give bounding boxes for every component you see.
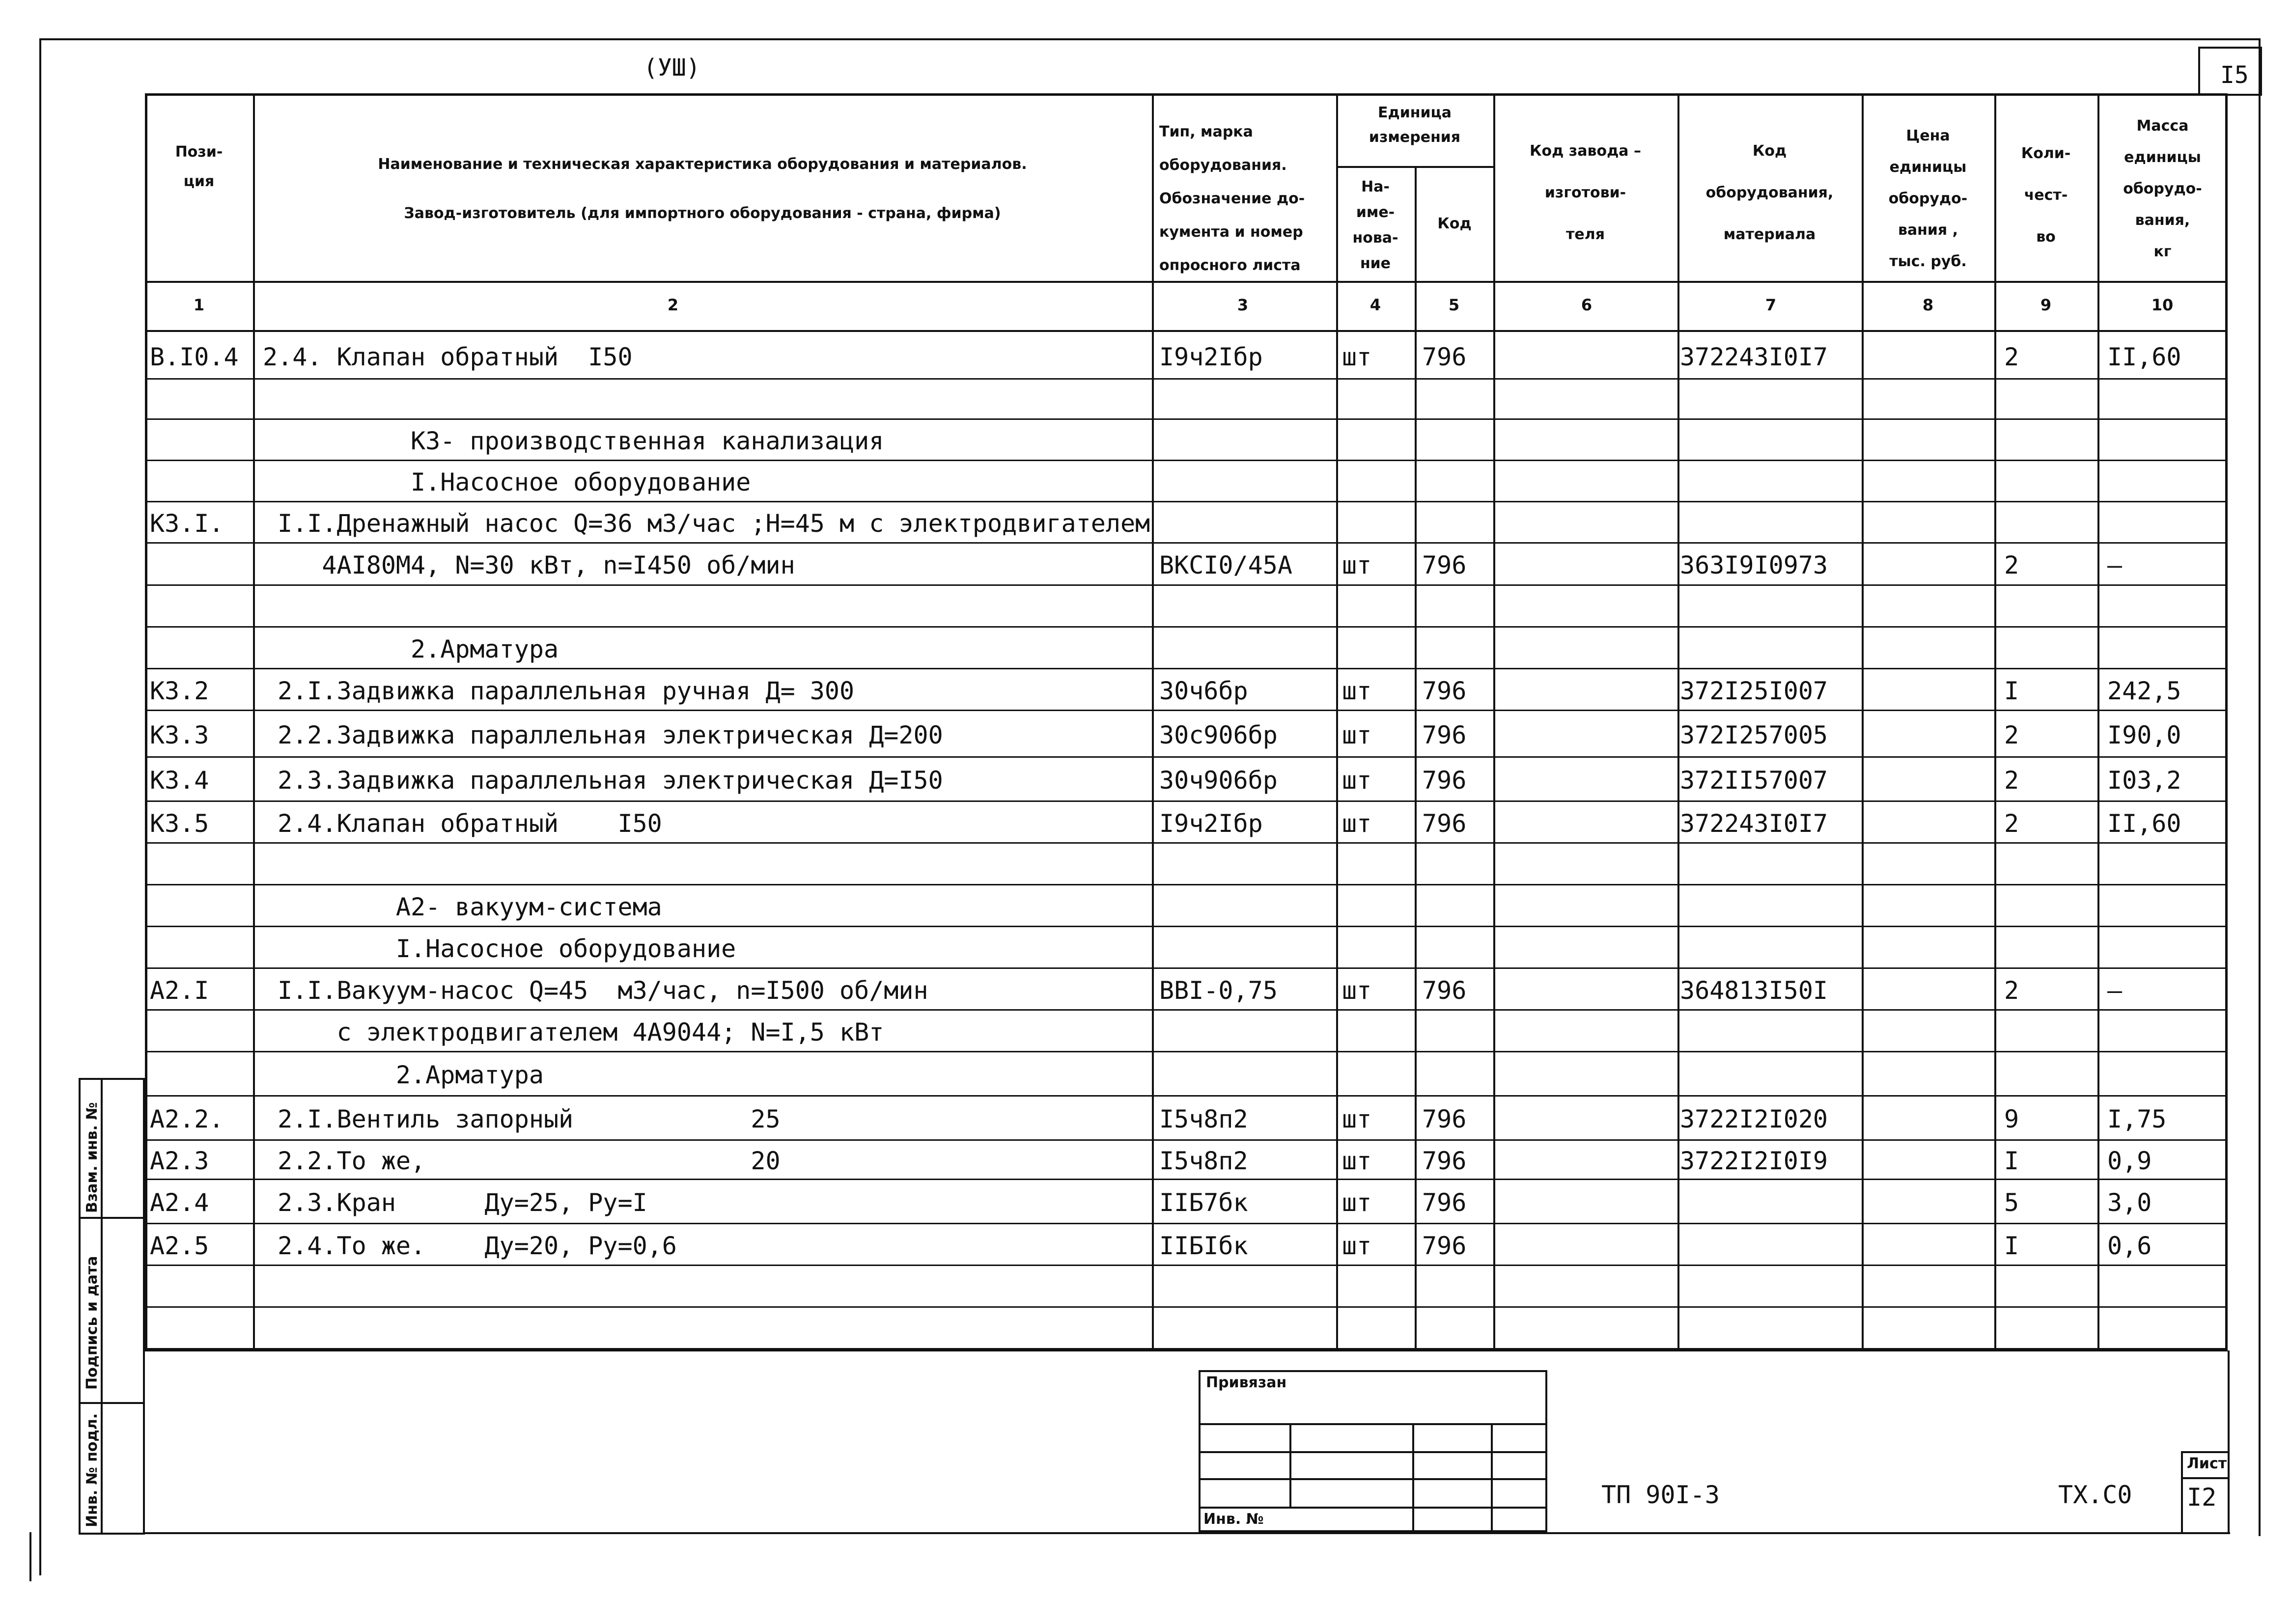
cell-mass: 0,9 [2107, 1147, 2152, 1175]
cell-name: I.I.Вакуум-насос Q=45 м3/час, n=I500 об/мин [263, 976, 928, 1005]
cell-type: I5ч8п2 [1159, 1147, 1248, 1175]
side-stamp-line-2 [79, 1402, 145, 1404]
list-number: I2 [2187, 1483, 2217, 1512]
cell-unit: шт [1342, 551, 1372, 579]
list-label: Лист [2187, 1455, 2227, 1472]
cell-type: 30ч6бр [1159, 676, 1248, 705]
privyazan-vline-1 [1289, 1423, 1291, 1507]
cell-qty: 2 [2004, 343, 2019, 371]
cell-unit: шт [1342, 1188, 1372, 1217]
title-block-top [145, 1349, 2228, 1351]
cell-name: 2.2.То же, 20 [263, 1147, 781, 1175]
title-block-bottom [145, 1532, 2230, 1534]
left-margin-line [29, 1532, 31, 1581]
row-separator [145, 626, 2228, 628]
row-separator [145, 756, 2228, 758]
cell-pos: А2.3 [150, 1147, 209, 1175]
header-material-code: Код оборудования, материала [1705, 142, 1834, 243]
cell-type: IIБIбк [1159, 1231, 1248, 1260]
cell-type: I5ч8п2 [1159, 1105, 1248, 1133]
row-separator [145, 1139, 2228, 1141]
column-number-10: 10 [2151, 296, 2174, 314]
cell-name: А2- вакуум-система [263, 892, 662, 921]
corner-number-box [2198, 47, 2262, 96]
cell-mat: 363I9I0973 [1680, 551, 1828, 579]
cell-qty: 2 [2004, 720, 2019, 749]
cell-mat: 3722I2I020 [1680, 1105, 1828, 1133]
cell-code: 796 [1422, 1147, 1467, 1175]
cell-qty: I [2004, 1147, 2019, 1175]
row-separator [145, 1179, 2228, 1180]
privyazan-line-2 [1199, 1451, 1547, 1453]
side-label-vzam: Взам. инв. № [84, 1102, 101, 1213]
cell-qty: 9 [2004, 1105, 2019, 1133]
cell-mass: 0,6 [2107, 1231, 2152, 1260]
cell-code: 796 [1422, 1231, 1467, 1260]
cell-mat: 372II57007 [1680, 766, 1828, 795]
row-separator [145, 842, 2228, 844]
cell-qty: 2 [2004, 551, 2019, 579]
column-number-5: 5 [1448, 296, 1460, 314]
cell-pos: А2.2. [150, 1105, 224, 1133]
cell-name: 2.I.Вентиль запорный 25 [263, 1105, 781, 1133]
row-separator [145, 418, 2228, 420]
cell-pos: А2.5 [150, 1231, 209, 1260]
cell-qty: 2 [2004, 809, 2019, 838]
cell-name: с электродвигателем 4A9044; N=I,5 кВт [263, 1018, 884, 1046]
cell-code: 796 [1422, 1188, 1467, 1217]
row-separator [145, 1265, 2228, 1266]
row-separator [145, 926, 2228, 927]
header-quantity: Коли- чест- во [2021, 145, 2071, 246]
column-number-3: 3 [1237, 296, 1249, 314]
cell-code: 796 [1422, 809, 1467, 838]
cell-type: 30ч906бр [1159, 766, 1278, 795]
privyazan-label: Привязан [1206, 1374, 1287, 1391]
cell-qty: 2 [2004, 766, 2019, 795]
cell-pos: К3.I. [150, 509, 224, 538]
cell-unit: шт [1342, 343, 1372, 371]
column-number-8: 8 [1922, 296, 1934, 314]
row-separator [145, 501, 2228, 502]
sheet-corner-number: I5 [2220, 61, 2249, 89]
row-separator [145, 1306, 2228, 1308]
row-separator [145, 884, 2228, 885]
cell-unit: шт [1342, 976, 1372, 1005]
header-position: Пози- ция [175, 143, 223, 190]
cell-code: 796 [1422, 343, 1467, 371]
row-separator [145, 460, 2228, 461]
cell-type: ВКСI0/45А [1159, 551, 1292, 579]
cell-name: 2.Арматура [263, 1061, 544, 1089]
cell-qty: I [2004, 1231, 2019, 1260]
row-separator [145, 1223, 2228, 1224]
privyazan-line-1 [1199, 1423, 1547, 1425]
cell-type: 30с906бр [1159, 720, 1278, 749]
column-number-7: 7 [1765, 296, 1777, 314]
cell-mass: – [2107, 551, 2123, 579]
cell-code: 796 [1422, 720, 1467, 749]
column-number-9: 9 [2040, 296, 2052, 314]
list-box-left [2181, 1451, 2183, 1532]
cell-name: 2.Арматура [263, 634, 559, 663]
title-block-right [2228, 1350, 2230, 1533]
cell-code: 796 [1422, 766, 1467, 795]
header-unit: Единица измерения [1369, 104, 1461, 146]
cell-type: I9ч2Iбр [1159, 343, 1263, 371]
cell-mat: 372I25I007 [1680, 676, 1828, 705]
row-separator [145, 584, 2228, 586]
column-number-1: 1 [193, 296, 205, 314]
cell-unit: шт [1342, 1231, 1372, 1260]
cell-name: 2.3.Задвижка параллельная электрическая Д=I50 [263, 766, 943, 795]
row-separator [145, 542, 2228, 544]
list-box-mid [2181, 1477, 2228, 1479]
cell-code: 796 [1422, 551, 1467, 579]
row-separator [145, 668, 2228, 669]
cell-code: 796 [1422, 1105, 1467, 1133]
inv-no-label: Инв. № [1203, 1511, 1264, 1528]
cell-name: 4AI80M4, N=30 кВт, n=I450 об/мин [263, 551, 795, 579]
cell-pos: К3.5 [150, 809, 209, 838]
privyazan-vline-3 [1491, 1423, 1493, 1532]
cell-unit: шт [1342, 809, 1372, 838]
document-mark: ТХ.С0 [2058, 1481, 2132, 1509]
cell-mass: 242,5 [2107, 676, 2181, 705]
unit-subheader-line [1336, 166, 1493, 168]
left-outer-border [39, 38, 41, 1575]
col-line-4 [1415, 167, 1417, 1350]
header-price: Цена единицы оборудо- вания , тыс. руб. [1888, 127, 1968, 270]
row-separator [145, 1051, 2228, 1052]
cell-mat: 364813I50I [1680, 976, 1828, 1005]
cell-name: I.Насосное оборудование [263, 934, 736, 963]
cell-code: 796 [1422, 676, 1467, 705]
cell-type: IIБ7бк [1159, 1188, 1248, 1217]
cell-pos: К3.4 [150, 766, 209, 795]
cell-pos: А2.4 [150, 1188, 209, 1217]
row-separator [145, 378, 2228, 380]
cell-name: 2.3.Кран Ду=25, Ру=I [263, 1188, 647, 1217]
cell-mat: 372I257005 [1680, 720, 1828, 749]
row-separator [145, 967, 2228, 969]
cell-unit: шт [1342, 766, 1372, 795]
cell-qty: I [2004, 676, 2019, 705]
cell-pos: В.I0.4 [150, 343, 239, 371]
cell-name: 2.4.То же. Ду=20, Ру=0,6 [263, 1231, 677, 1260]
cell-code: 796 [1422, 976, 1467, 1005]
cell-pos: А2.I [150, 976, 209, 1005]
cell-mat: 372243I0I7 [1680, 809, 1828, 838]
cell-unit: шт [1342, 676, 1372, 705]
row-separator [145, 800, 2228, 802]
cell-name: I.Насосное оборудование [263, 468, 751, 496]
cell-name: I.I.Дренажный насос Q=36 м3/час ;H=45 м с электродвигателем [263, 509, 1150, 538]
header-unit-code: Код [1437, 215, 1472, 232]
cell-unit: шт [1342, 720, 1372, 749]
list-box-top [2181, 1451, 2228, 1453]
privyazan-line-4 [1199, 1507, 1547, 1509]
cell-type: I9ч2Iбр [1159, 809, 1263, 838]
right-outer-border [2259, 38, 2261, 1536]
cell-mat: 372243I0I7 [1680, 343, 1828, 371]
column-number-6: 6 [1581, 296, 1593, 314]
cell-name: 2.2.Задвижка параллельная электрическая Д=200 [263, 720, 943, 749]
cell-mass: 3,0 [2107, 1188, 2152, 1217]
cell-mass: II,60 [2107, 343, 2181, 371]
cell-mass: I90,0 [2107, 720, 2181, 749]
row-separator [145, 710, 2228, 711]
header-mass: Масса единицы оборудо- вания, кг [2123, 117, 2202, 260]
row-separator [145, 1095, 2228, 1097]
cell-mass: I03,2 [2107, 766, 2181, 795]
numbers-bottom-line [145, 330, 2228, 332]
cell-name: К3- производственная канализация [263, 427, 884, 455]
row-separator [145, 1009, 2228, 1011]
header-factory-code: Код завода – изготови- теля [1530, 142, 1641, 243]
document-number: ТП 90I-3 [1601, 1481, 1720, 1509]
format-label: (УШ) [643, 54, 700, 82]
privyazan-line-3 [1199, 1478, 1547, 1480]
column-number-2: 2 [667, 296, 679, 314]
cell-name: 2.4.Клапан обратный I50 [263, 809, 662, 838]
side-label-podpis: Подпись и дата [84, 1256, 101, 1390]
cell-qty: 5 [2004, 1188, 2019, 1217]
privyazan-vline-2 [1412, 1423, 1414, 1532]
cell-pos: К3.3 [150, 720, 209, 749]
cell-mass: I,75 [2107, 1105, 2167, 1133]
header-name: Наименование и техническая характеристика оборудования и материалов. Завод-изготовитель (для импортного оборудования - страна, фирма) [378, 156, 1027, 222]
header-unit-name: На- име- нова- ние [1352, 178, 1398, 272]
top-border [39, 38, 2260, 40]
cell-mass: II,60 [2107, 809, 2181, 838]
side-label-inv: Инв. № подл. [84, 1413, 101, 1527]
cell-name: 2.4. Клапан обратный I50 [263, 343, 633, 371]
cell-pos: К3.2 [150, 676, 209, 705]
cell-unit: шт [1342, 1105, 1372, 1133]
cell-mass: – [2107, 976, 2123, 1005]
cell-name: 2.I.Задвижка параллельная ручная Д= 300 [263, 676, 855, 705]
side-stamp-line-1 [79, 1217, 145, 1219]
cell-type: ВВI-0,75 [1159, 976, 1278, 1005]
header-type: Тип, марка оборудования. Обозначение до- кумента и номер опросного листа [1159, 123, 1305, 274]
cell-mat: 3722I2I0I9 [1680, 1147, 1828, 1175]
cell-unit: шт [1342, 1147, 1372, 1175]
cell-qty: 2 [2004, 976, 2019, 1005]
side-stamp-divider [101, 1078, 103, 1535]
column-number-4: 4 [1369, 296, 1381, 314]
